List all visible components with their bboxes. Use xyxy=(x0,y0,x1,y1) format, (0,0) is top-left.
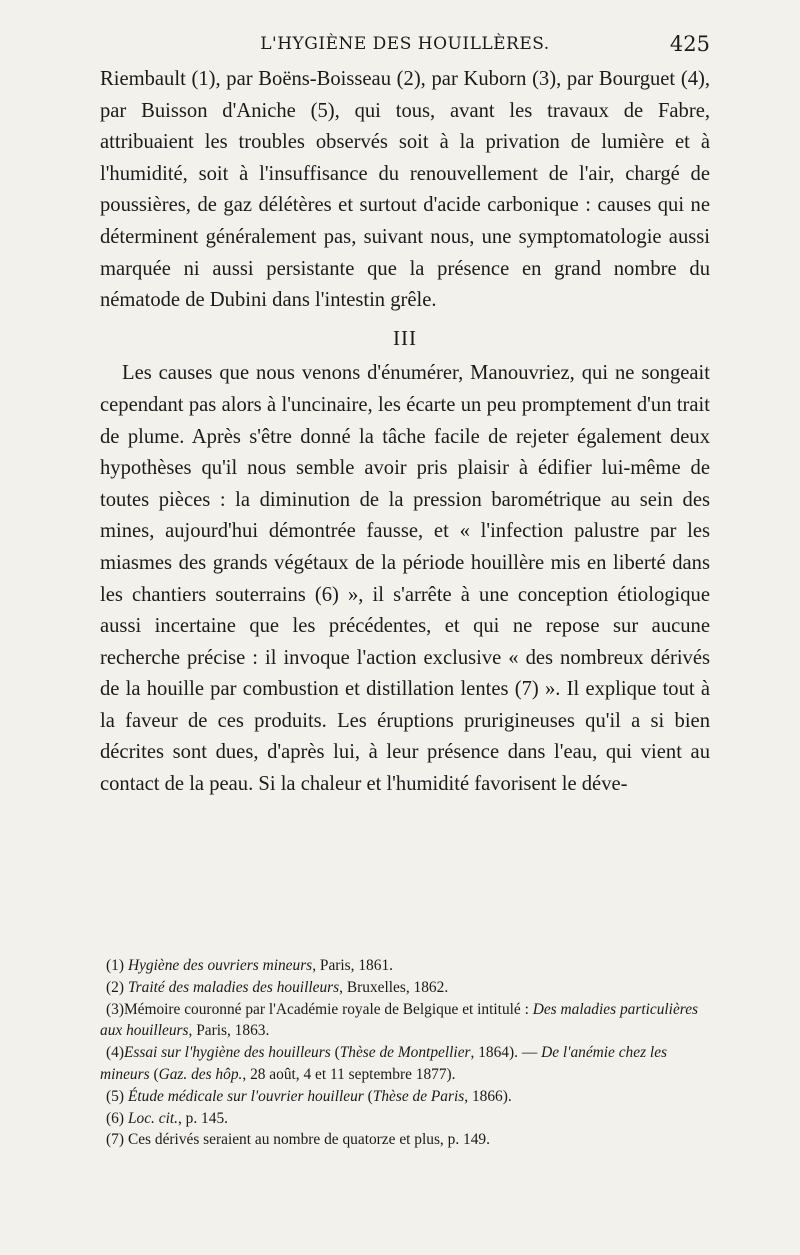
footnote-number: (4) xyxy=(106,1044,124,1062)
footnote-rest: , 1866). xyxy=(464,1087,512,1105)
footnote-number: (3) xyxy=(106,1000,124,1018)
footnote-number: (1) xyxy=(106,957,124,974)
footnote-rest: , Paris, 1861. xyxy=(312,957,393,974)
footnote-title: Des maladies particulières aux houilleurs xyxy=(100,1000,699,1040)
footnote-7 xyxy=(100,1129,710,1151)
page-number: 425 xyxy=(669,32,710,56)
footnote-mid: , 1864). — xyxy=(470,1044,538,1062)
running-title: L'HYGIÈNE DES HOUILLÈRES. xyxy=(260,34,550,54)
footnote-number: (7) xyxy=(106,1131,124,1149)
main-text xyxy=(100,64,710,801)
paragraph-1: Riembault (1), par Boëns-Boisseau (2), par Kuborn (3), par Bourguet (4), par Buisson d'Aniche (5), qui tous, avant les travaux de Fabre, attribuaient les troubles observés soit à la privation de lumière et à l'humidité, soit à l'insuffisance du renouvellement de l'air, chargé de poussières, de gaz délétères et surtout d'acide carbonique : causes qui ne déterminent généralement pas, suivant nous, une symptomatologie aussi marquée ni aussi persistante que la présence en grand nombre du nématode de Dubini dans l'intestin grêle. xyxy=(100,68,710,312)
footnote-rest: , 28 août, 4 et 11 septembre 1877). xyxy=(242,1065,456,1083)
footnote-pre: Mémoire couronné par l'Académie royale de Belgique et intitulé : xyxy=(123,1000,529,1018)
footnote-title-2: De l'anémie chez les mineurs xyxy=(100,1044,668,1083)
footnote-rest: , Paris, 1863. xyxy=(188,1022,270,1040)
footnote-title: Étude médicale sur l'ouvrier houilleur xyxy=(127,1087,364,1105)
footnote-paren: Thèse de Montpellier xyxy=(339,1044,471,1062)
footnote-title: Loc. cit. xyxy=(127,1109,178,1127)
footnote-number: (2) xyxy=(106,978,124,996)
paragraph-2: Les causes que nous venons d'énumérer, Manouvriez, qui ne songeait cependant pas alors à l'uncinaire, les écarte un peu promptement d'un trait de plume. Après s'être donné la tâche facile de rejeter également deux hypothèses qu'il nous semble avoir pris plaisir à édifier lui-même de toutes pièces : la diminution de la pression barométrique au sein des mines, aujourd'hui démontrée fausse, et « l'infection palustre par les miasmes des grands végétaux de la période houillère mis en liberté dans les chantiers souterrains (6) », il s'arrête à une conception étiologique aussi incertaine que les précédentes, et qui ne repose sur aucune recherche précise : il invoque l'action exclusive « des nombreux dérivés de la houille par combustion et distillation lentes (7) ». Il explique tout à la faveur de ces produits. Les éruptions prurigineuses qu'il a si bien décrites sont dues, d'après lui, à leur présence dans l'eau, qui vient au contact de la peau. Si la chaleur et l'humidité favorisent le déve- xyxy=(100,362,710,796)
footnotes xyxy=(100,955,710,1151)
footnote-title: Essai sur l'hygiène des houilleurs xyxy=(123,1044,331,1062)
footnote-title: Hygiène des ouvriers mineurs xyxy=(127,957,313,974)
footnote-text: Ces dérivés seraient au nombre de quatorze et plus, p. 149. xyxy=(127,1131,490,1149)
footnote-number: (6) xyxy=(106,1109,124,1127)
footnote-2 xyxy=(100,977,710,999)
footnote-6 xyxy=(100,1108,710,1130)
footnote-5: (5) Étude médicale sur l'ouvrier houilleur (Thèse de Paris, 1866). xyxy=(106,1087,512,1105)
footnote-rest: , Bruxelles, 1862. xyxy=(339,978,449,996)
footnote-4: (4)Essai sur l'hygiène des houilleurs (Thèse de Montpellier, 1864). — De l'anémie chez les mineurs (Gaz. des hôp., 28 août, 4 et 11 septembre 1877). xyxy=(100,1044,668,1083)
section-heading: III xyxy=(393,325,417,350)
footnote-1 xyxy=(100,955,710,977)
footnote-title: Traité des maladies des houilleurs xyxy=(127,978,340,996)
footnote-3 xyxy=(100,999,710,1043)
page-header xyxy=(100,32,710,58)
footnote-rest: , p. 145. xyxy=(177,1109,228,1127)
footnote-number: (5) xyxy=(106,1087,124,1105)
footnote-paren: Thèse de Paris xyxy=(372,1087,465,1105)
footnote-paren-2: Gaz. des hôp. xyxy=(158,1065,243,1083)
